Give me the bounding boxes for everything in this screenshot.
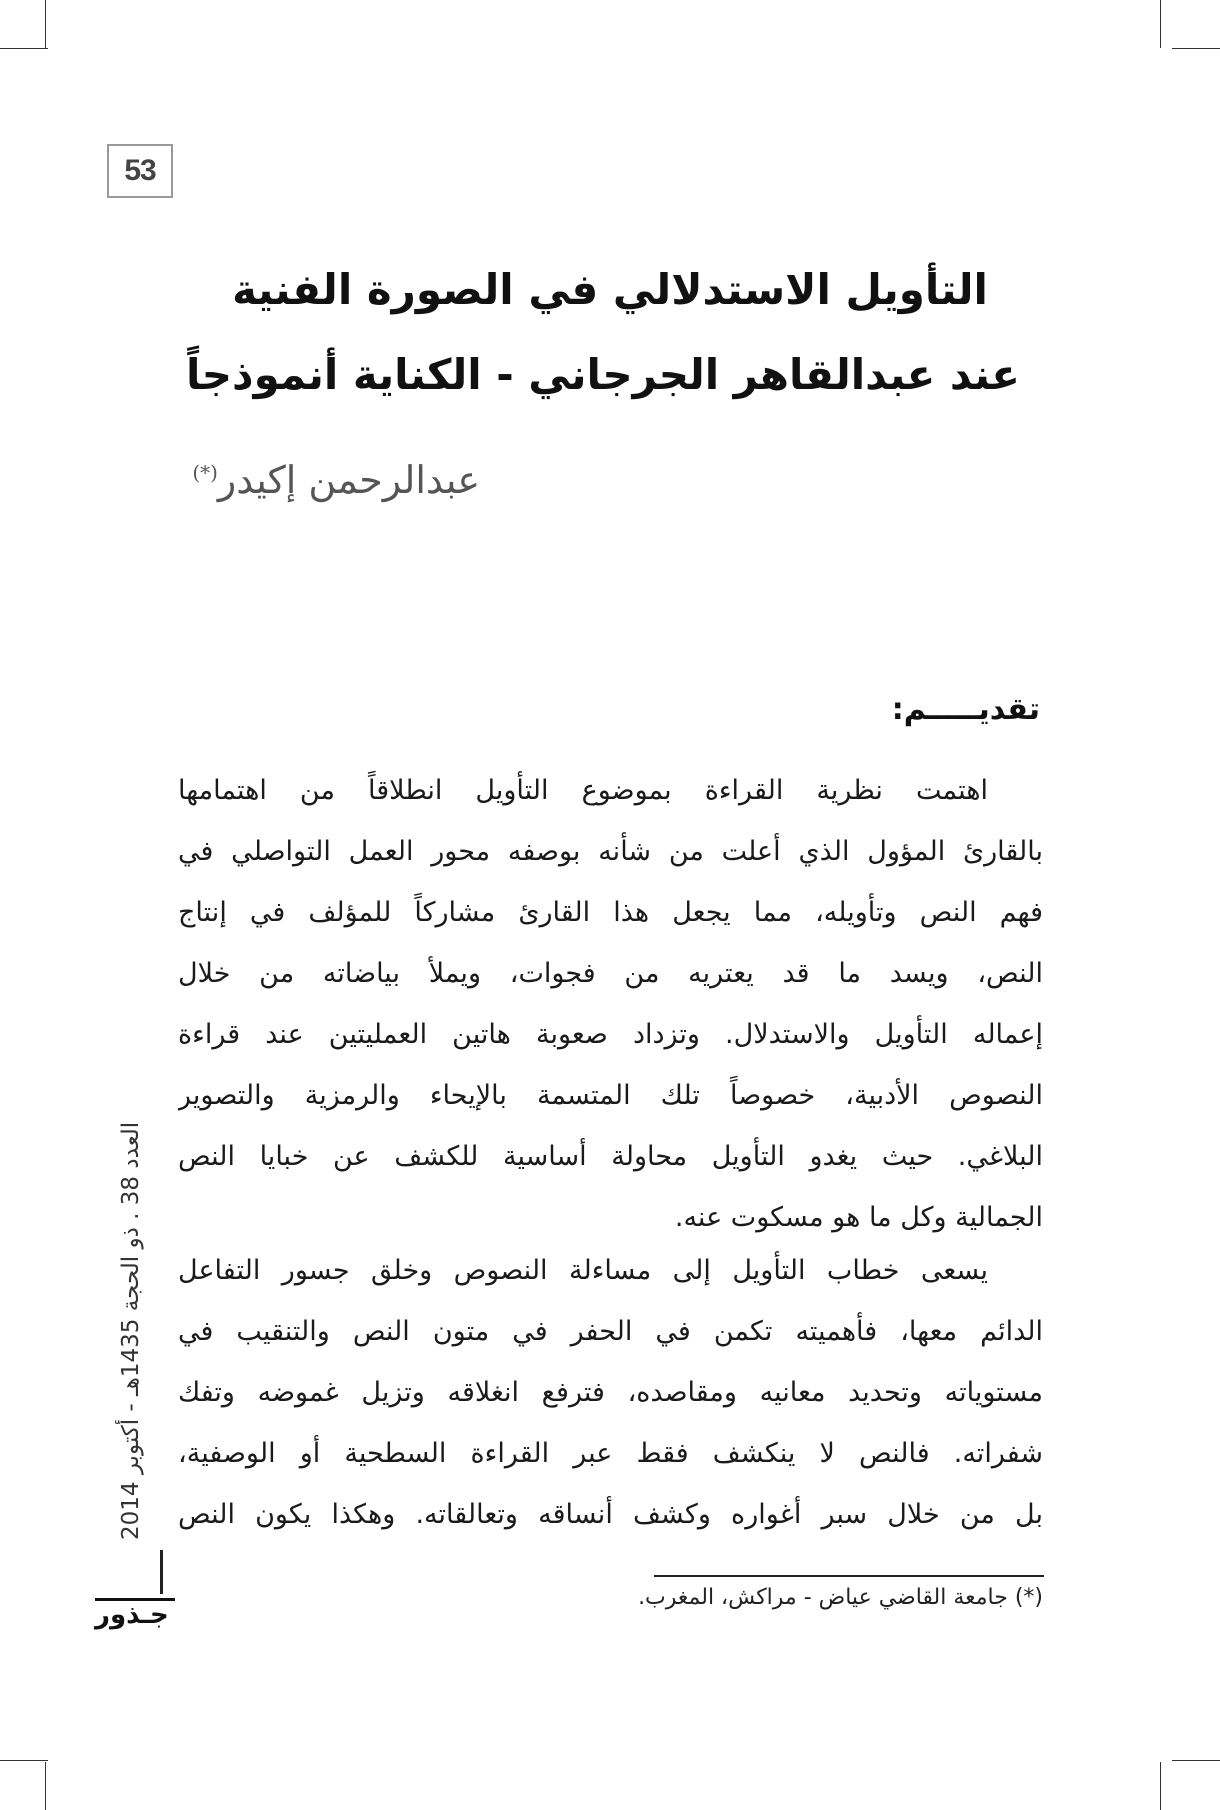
- text-line: النصوص الأدبية، خصوصاً تلك المتسمة بالإيحاء والرمزية والتصوير: [178, 1080, 1043, 1111]
- text-line: شفراته. فالنص لا ينكشف فقط عبر القراءة السطحية أو الوصفية،: [178, 1438, 1043, 1469]
- text-line: بل من خلال سبر أغواره وكشف أنساقه وتعالقاته. وهكذا يكون النص: [178, 1499, 1043, 1530]
- text-line: النص، ويسد ما قد يعتريه من فجوات، ويملأ بياضاته من خلال: [178, 958, 1043, 989]
- text-line: يسعى خطاب التأويل إلى مساءلة النصوص وخلق جسور التفاعل: [178, 1255, 988, 1286]
- text-line: اهتمت نظرية القراءة بموضوع التأويل انطلاقاً من اهتمامها: [178, 775, 988, 806]
- text-line: مستوياته وتحديد معانيه ومقاصده، فترفع انغلاقه وتزيل غموضه وتفك: [178, 1377, 1043, 1408]
- author-footnote-mark: (*): [192, 460, 218, 485]
- crop-mark: [1172, 1760, 1220, 1761]
- page-number: 53: [107, 144, 173, 198]
- footnote: (*) جامعة القاضي عياض - مراكش، المغرب.: [638, 1585, 1043, 1610]
- crop-mark: [1160, 0, 1161, 48]
- crop-mark: [45, 1762, 46, 1810]
- paragraph-1: [178, 760, 1043, 1248]
- crop-mark: [0, 1760, 48, 1761]
- crop-mark: [1172, 48, 1220, 49]
- text-line: إعماله التأويل والاستدلال. وتزداد صعوبة هاتين العمليتين عند قراءة: [178, 1019, 1043, 1050]
- issue-info-vertical: العدد 38 . ذو الحجة 1435هـ - أكتوبر 2014: [118, 1121, 144, 1540]
- article-title-line-1: التأويل الاستدلالي في الصورة الفنية: [232, 265, 988, 314]
- crop-mark: [0, 48, 48, 49]
- author-name: [192, 458, 480, 502]
- text-line: الجمالية وكل ما هو مسكوت عنه.: [674, 1202, 1043, 1233]
- author-name-text: عبدالرحمن إكيدر: [217, 458, 480, 502]
- text-line: الدائم معها، فأهميته تكمن في الحفر في متون النص والتنقيب في: [178, 1316, 1043, 1347]
- crop-mark: [45, 0, 46, 48]
- paragraph-2: [178, 1240, 1043, 1545]
- section-heading: تقديـــــم:: [891, 692, 1040, 727]
- journal-logo: جـذور: [95, 1600, 169, 1630]
- side-divider: [160, 1550, 163, 1594]
- footnote-divider: [654, 1575, 1044, 1577]
- crop-mark: [1160, 1762, 1161, 1810]
- article-title-line-2: عند عبدالقاهر الجرجاني - الكناية أنموذجاً: [185, 350, 1020, 399]
- text-line: فهم النص وتأويله، مما يجعل هذا القارئ مشاركاً للمؤلف في إنتاج: [178, 897, 1043, 928]
- text-line: بالقارئ المؤول الذي أعلت من شأنه بوصفه محور العمل التواصلي في: [178, 836, 1043, 867]
- text-line: البلاغي. حيث يغدو التأويل محاولة أساسية للكشف عن خبايا النص: [178, 1141, 1043, 1172]
